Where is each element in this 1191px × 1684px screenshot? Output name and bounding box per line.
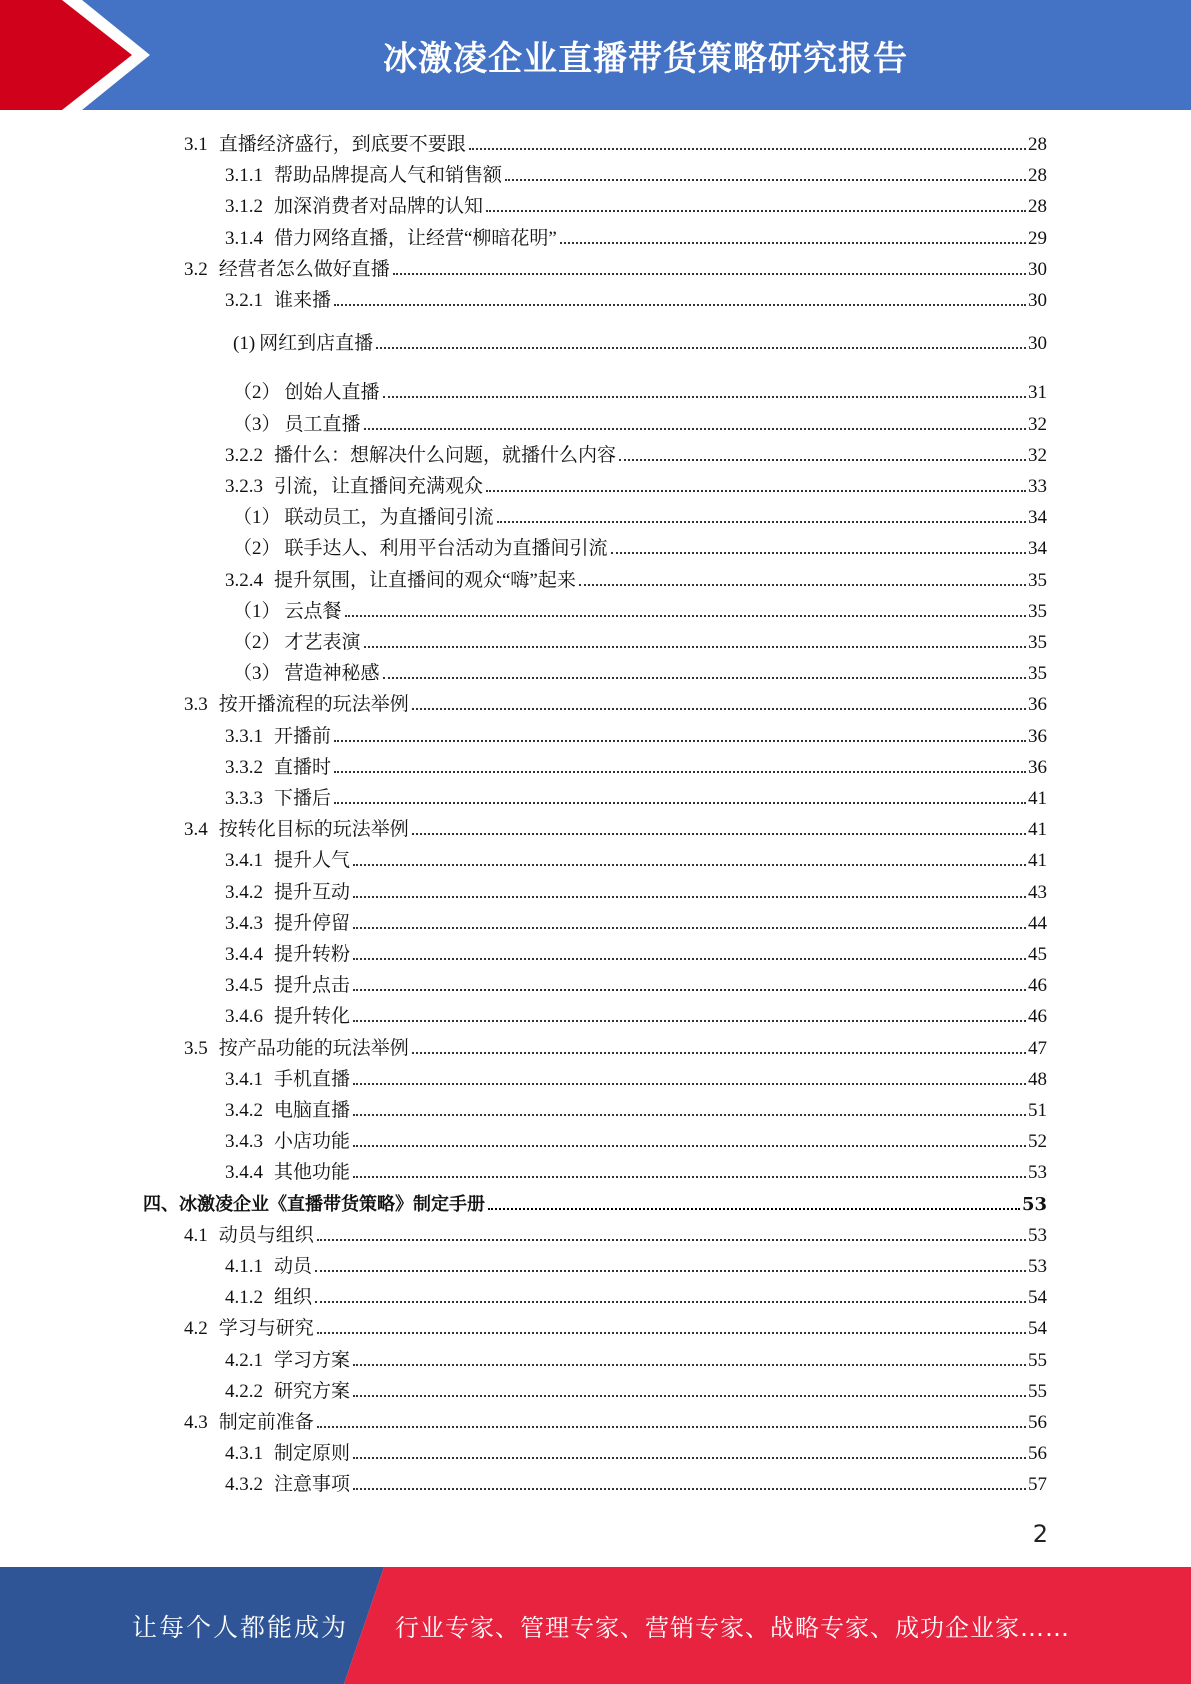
toc-entry[interactable] xyxy=(225,967,1047,997)
toc-entry-title: 直播时 xyxy=(274,756,332,778)
toc-entry-title: 播什么：想解决什么问题，就播什么内容 xyxy=(274,444,617,466)
toc-entry[interactable] xyxy=(225,1123,1047,1153)
toc-entry-number: 4.1.1 xyxy=(225,1256,263,1277)
toc-dot-leader xyxy=(353,1061,1026,1085)
toc-dot-leader xyxy=(383,374,1026,398)
toc-dot-leader xyxy=(317,1217,1026,1241)
toc-entry-page: 46 xyxy=(1028,1006,1047,1028)
toc-entry-title: 四、冰激凌企业《直播带货策略》制定手册 xyxy=(143,1193,485,1215)
toc-entry-page: 28 xyxy=(1028,165,1047,187)
toc-entry-number: （1） xyxy=(233,600,281,622)
toc-dot-leader xyxy=(353,842,1026,866)
toc-entry-page: 34 xyxy=(1028,538,1047,560)
page-number: 2 xyxy=(1032,1520,1048,1548)
toc-entry-page: 29 xyxy=(1028,227,1047,249)
toc-dot-leader xyxy=(334,749,1026,773)
toc-entry[interactable] xyxy=(184,126,1047,156)
toc-entry-number: 3.2.4 xyxy=(225,569,263,591)
toc-dot-leader xyxy=(505,157,1026,181)
toc-dot-leader xyxy=(364,624,1026,648)
toc-entry[interactable] xyxy=(233,325,1047,355)
toc-entry-page: 41 xyxy=(1028,788,1047,809)
toc-entry[interactable] xyxy=(184,251,1047,281)
toc-entry[interactable] xyxy=(225,718,1047,748)
toc-dot-leader xyxy=(486,188,1026,212)
toc-dot-leader xyxy=(353,1123,1026,1147)
toc-dot-leader xyxy=(353,967,1026,991)
toc-entry-title: 提升转粉 xyxy=(274,944,351,965)
toc-dot-leader xyxy=(317,1310,1026,1334)
toc-entry-number: 3.4.3 xyxy=(225,1131,263,1153)
toc-entry-title: 制定前准备 xyxy=(218,1412,314,1433)
toc-entry[interactable] xyxy=(233,593,1047,623)
toc-entry-page: 53 xyxy=(1021,1193,1047,1215)
toc-entry-page: 36 xyxy=(1028,756,1047,778)
toc-entry-number: 4.3.1 xyxy=(225,1443,263,1465)
toc-entry-title: 动员与组织 xyxy=(218,1224,314,1246)
toc-entry-number: 3.5 xyxy=(184,1037,208,1059)
toc-dot-leader xyxy=(619,437,1026,461)
toc-entry-page: 53 xyxy=(1028,1256,1047,1277)
page-footer xyxy=(0,1567,1191,1684)
toc-entry-page: 35 xyxy=(1028,569,1047,591)
toc-entry-number: 3.2.2 xyxy=(225,444,263,466)
toc-dot-leader xyxy=(345,593,1026,617)
toc-entry[interactable] xyxy=(225,1466,1047,1496)
toc-entry-title: 营造神秘感 xyxy=(284,663,380,685)
toc-entry-number: 4.3 xyxy=(184,1412,208,1433)
toc-entry-title: 其他功能 xyxy=(274,1162,351,1184)
toc-entry-title: 网红到店直播 xyxy=(259,333,374,355)
toc-entry[interactable] xyxy=(225,562,1047,592)
toc-entry-title: 按产品功能的玩法举例 xyxy=(218,1037,409,1059)
toc-entry-number: 3.4.6 xyxy=(225,1006,263,1028)
toc-entry-page: 41 xyxy=(1028,819,1047,841)
toc-entry-page: 51 xyxy=(1028,1100,1047,1121)
toc-dot-leader xyxy=(376,325,1026,349)
toc-entry-number: 3.4.2 xyxy=(225,1100,263,1121)
toc-entry-number: 4.3.2 xyxy=(225,1474,263,1496)
toc-entry-title: 联手达人、利用平台活动为直播间引流 xyxy=(284,538,608,560)
toc-entry-page: 35 xyxy=(1028,600,1047,622)
toc-entry-number: 3.3.1 xyxy=(225,725,263,747)
toc-entry[interactable] xyxy=(225,842,1047,872)
toc-dot-leader xyxy=(315,1248,1026,1272)
toc-entry-number: （2） xyxy=(233,382,281,404)
toc-entry-title: 制定原则 xyxy=(274,1443,351,1465)
toc-entry-page: 30 xyxy=(1028,258,1047,280)
toc-entry-number: (1) xyxy=(233,333,256,355)
toc-entry-page: 47 xyxy=(1028,1037,1047,1059)
toc-entry-title: 经营者怎么做好直播 xyxy=(218,258,390,280)
toc-dot-leader xyxy=(488,1186,1020,1210)
toc-entry[interactable] xyxy=(225,874,1047,904)
toc-dot-leader xyxy=(315,1279,1026,1303)
toc-entry-title: 开播前 xyxy=(274,725,332,747)
toc-entry[interactable] xyxy=(233,655,1047,685)
toc-entry-title: 创始人直播 xyxy=(284,382,380,404)
toc-entry[interactable] xyxy=(184,686,1047,716)
toc-entry[interactable] xyxy=(225,936,1047,966)
toc-entry-title: 提升人气 xyxy=(274,850,351,872)
toc-entry[interactable] xyxy=(184,1310,1047,1340)
toc-dot-leader xyxy=(353,1154,1026,1178)
toc-dot-leader xyxy=(486,468,1026,492)
document-title: 冰激凌企业直播带货策略研究报告 xyxy=(383,38,908,79)
toc-entry-number: 3.2.1 xyxy=(225,290,263,311)
toc-entry-title: 提升点击 xyxy=(274,975,351,997)
toc-entry-number: 3.1.2 xyxy=(225,196,263,218)
toc-dot-leader xyxy=(334,282,1026,306)
toc-entry-page: 30 xyxy=(1028,333,1047,355)
toc-entry-page: 46 xyxy=(1028,975,1047,997)
toc-entry-title: 提升转化 xyxy=(274,1006,351,1028)
toc-entry-title: 提升氛围，让直播间的观众“嗨”起来 xyxy=(274,569,576,591)
toc-entry-page: 33 xyxy=(1028,476,1047,497)
toc-dot-leader xyxy=(579,562,1026,586)
toc-entry-page: 53 xyxy=(1028,1162,1047,1184)
toc-entry-page: 35 xyxy=(1028,663,1047,685)
toc-entry-number: （2） xyxy=(233,538,281,560)
toc-dot-leader xyxy=(412,686,1026,710)
toc-dot-leader xyxy=(393,251,1026,275)
toc-entry[interactable] xyxy=(143,1186,1047,1216)
toc-dot-leader xyxy=(560,220,1026,244)
toc-dot-leader xyxy=(353,1092,1026,1116)
page-header xyxy=(0,0,1191,110)
toc-entry-number: 3.4 xyxy=(184,819,208,841)
toc-entry-number: 4.2 xyxy=(184,1318,208,1340)
toc-entry-title: 谁来播 xyxy=(274,290,332,311)
toc-entry-title: 联动员工，为直播间引流 xyxy=(284,507,494,529)
header-chevron-decoration xyxy=(0,0,160,110)
toc-entry[interactable] xyxy=(225,749,1047,779)
toc-entry-page: 34 xyxy=(1028,507,1047,529)
toc-entry-number: （1） xyxy=(233,507,281,529)
toc-entry-page: 31 xyxy=(1028,382,1047,404)
toc-entry-title: 才艺表演 xyxy=(284,632,361,653)
toc-entry-page: 53 xyxy=(1028,1224,1047,1246)
toc-entry[interactable] xyxy=(233,406,1047,436)
toc-entry-title: 加深消费者对品牌的认知 xyxy=(274,196,484,218)
toc-entry[interactable] xyxy=(184,811,1047,841)
toc-entry-number: 3.4.3 xyxy=(225,912,263,934)
toc-dot-leader xyxy=(364,406,1026,430)
toc-entry-title: 下播后 xyxy=(274,788,332,809)
toc-entry[interactable] xyxy=(233,374,1047,404)
toc-entry-number: 3.1.4 xyxy=(225,227,263,249)
toc-entry[interactable] xyxy=(225,437,1047,467)
toc-dot-leader xyxy=(353,1342,1026,1366)
toc-entry[interactable] xyxy=(184,1030,1047,1060)
toc-entry-title: 直播经济盛行，到底要不要跟 xyxy=(218,134,466,155)
toc-entry[interactable] xyxy=(184,1217,1047,1247)
toc-entry-page: 41 xyxy=(1028,850,1047,872)
toc-entry-title: 提升互动 xyxy=(274,881,351,903)
toc-entry-page: 28 xyxy=(1028,196,1047,218)
toc-entry-page: 57 xyxy=(1028,1474,1047,1496)
toc-dot-leader xyxy=(317,1404,1026,1428)
toc-entry-title: 引流，让直播间充满观众 xyxy=(274,476,484,497)
toc-entry[interactable] xyxy=(233,499,1047,529)
footer-slogan-right: 行业专家、管理专家、营销专家、战略专家、成功企业家…… xyxy=(395,1614,1070,1642)
toc-dot-leader xyxy=(334,780,1026,804)
toc-entry-number: 3.4.4 xyxy=(225,1162,263,1184)
toc-entry[interactable] xyxy=(225,1092,1047,1122)
toc-entry[interactable] xyxy=(225,1279,1047,1309)
toc-entry[interactable] xyxy=(225,282,1047,312)
toc-entry-page: 52 xyxy=(1028,1131,1047,1153)
toc-entry[interactable] xyxy=(233,530,1047,560)
toc-entry-page: 56 xyxy=(1028,1443,1047,1465)
toc-dot-leader xyxy=(353,936,1026,960)
toc-entry-number: 3.4.4 xyxy=(225,944,263,965)
toc-dot-leader xyxy=(611,530,1026,554)
toc-entry[interactable] xyxy=(225,1373,1047,1403)
toc-entry-page: 48 xyxy=(1028,1068,1047,1090)
toc-entry-title: 注意事项 xyxy=(274,1474,351,1496)
toc-entry-number: 3.4.1 xyxy=(225,850,263,872)
toc-entry-number: 3.3 xyxy=(184,694,208,716)
toc-dot-leader xyxy=(412,811,1026,835)
toc-entry-page: 54 xyxy=(1028,1318,1047,1340)
toc-entry-page: 36 xyxy=(1028,694,1047,716)
toc-entry-page: 56 xyxy=(1028,1412,1047,1433)
toc-entry-page: 44 xyxy=(1028,912,1047,934)
toc-entry[interactable] xyxy=(225,220,1047,250)
toc-entry[interactable] xyxy=(225,905,1047,935)
toc-entry-title: 电脑直播 xyxy=(274,1100,351,1121)
toc-entry[interactable] xyxy=(225,157,1047,187)
toc-entry-page: 36 xyxy=(1028,725,1047,747)
toc-dot-leader xyxy=(383,655,1026,679)
toc-dot-leader xyxy=(412,1030,1026,1054)
toc-dot-leader xyxy=(469,126,1026,150)
toc-entry-number: 4.1 xyxy=(184,1224,208,1246)
toc-entry-number: 3.3.2 xyxy=(225,756,263,778)
toc-dot-leader xyxy=(497,499,1026,523)
toc-entry-number: 3.4.1 xyxy=(225,1068,263,1090)
toc-entry-page: 32 xyxy=(1028,444,1047,466)
toc-entry-number: 4.2.2 xyxy=(225,1380,263,1402)
toc-entry-number: 4.2.1 xyxy=(225,1349,263,1371)
toc-entry-number: 4.1.2 xyxy=(225,1287,263,1309)
toc-entry[interactable] xyxy=(225,780,1047,810)
toc-entry-number: 3.3.3 xyxy=(225,788,263,809)
toc-entry-title: 小店功能 xyxy=(274,1131,351,1153)
toc-entry-page: 45 xyxy=(1028,944,1047,965)
toc-entry-number: 3.4.2 xyxy=(225,881,263,903)
toc-entry-number: 3.2.3 xyxy=(225,476,263,497)
toc-entry[interactable] xyxy=(184,1404,1047,1434)
toc-dot-leader xyxy=(353,1466,1026,1490)
toc-entry-page: 55 xyxy=(1028,1349,1047,1371)
toc-entry-title: 员工直播 xyxy=(284,413,361,435)
toc-entry[interactable] xyxy=(225,468,1047,498)
toc-entry-number: 3.1 xyxy=(184,134,208,155)
toc-entry-page: 30 xyxy=(1028,290,1047,311)
toc-entry-title: 帮助品牌提高人气和销售额 xyxy=(274,165,503,187)
toc-entry-number: （3） xyxy=(233,663,281,685)
toc-entry-title: 提升停留 xyxy=(274,912,351,934)
toc-dot-leader xyxy=(353,1373,1026,1397)
toc-entry-number: （2） xyxy=(233,632,281,653)
toc-entry-title: 借力网络直播，让经营“柳暗花明” xyxy=(274,227,557,249)
toc-entry-number: 3.4.5 xyxy=(225,975,263,997)
toc-dot-leader xyxy=(353,1435,1026,1459)
toc-entry-title: 手机直播 xyxy=(274,1068,351,1090)
toc-entry-page: 54 xyxy=(1028,1287,1047,1309)
toc-dot-leader xyxy=(353,874,1026,898)
footer-slogan-left: 让每个人都能成为 xyxy=(131,1612,348,1642)
toc-entry[interactable] xyxy=(225,1342,1047,1372)
toc-entry-number: 3.1.1 xyxy=(225,165,263,187)
toc-entry-page: 28 xyxy=(1028,134,1047,155)
toc-entry-page: 32 xyxy=(1028,413,1047,435)
toc-entry-title: 学习与研究 xyxy=(218,1318,314,1340)
toc-dot-leader xyxy=(353,998,1026,1022)
toc-entry-title: 云点餐 xyxy=(284,600,342,622)
toc-entry-title: 按开播流程的玩法举例 xyxy=(218,694,409,716)
toc-entry[interactable] xyxy=(225,1435,1047,1465)
toc-entry[interactable] xyxy=(225,1248,1047,1278)
toc-entry-number: 3.2 xyxy=(184,258,208,280)
toc-entry[interactable] xyxy=(225,998,1047,1028)
toc-entry[interactable] xyxy=(225,188,1047,218)
toc-entry-page: 55 xyxy=(1028,1380,1047,1402)
toc-entry[interactable] xyxy=(225,1061,1047,1091)
toc-entry-page: 35 xyxy=(1028,632,1047,653)
toc-entry-number: （3） xyxy=(233,413,281,435)
toc-entry-title: 动员 xyxy=(274,1256,313,1277)
toc-entry[interactable] xyxy=(233,624,1047,654)
toc-entry[interactable] xyxy=(225,1154,1047,1184)
toc-dot-leader xyxy=(334,718,1026,742)
toc-dot-leader xyxy=(353,905,1026,929)
toc-entry-page: 43 xyxy=(1028,881,1047,903)
toc-entry-title: 组织 xyxy=(274,1287,313,1309)
toc-entry-title: 研究方案 xyxy=(274,1380,351,1402)
toc-entry-title: 按转化目标的玩法举例 xyxy=(218,819,409,841)
toc-entry-title: 学习方案 xyxy=(274,1349,351,1371)
